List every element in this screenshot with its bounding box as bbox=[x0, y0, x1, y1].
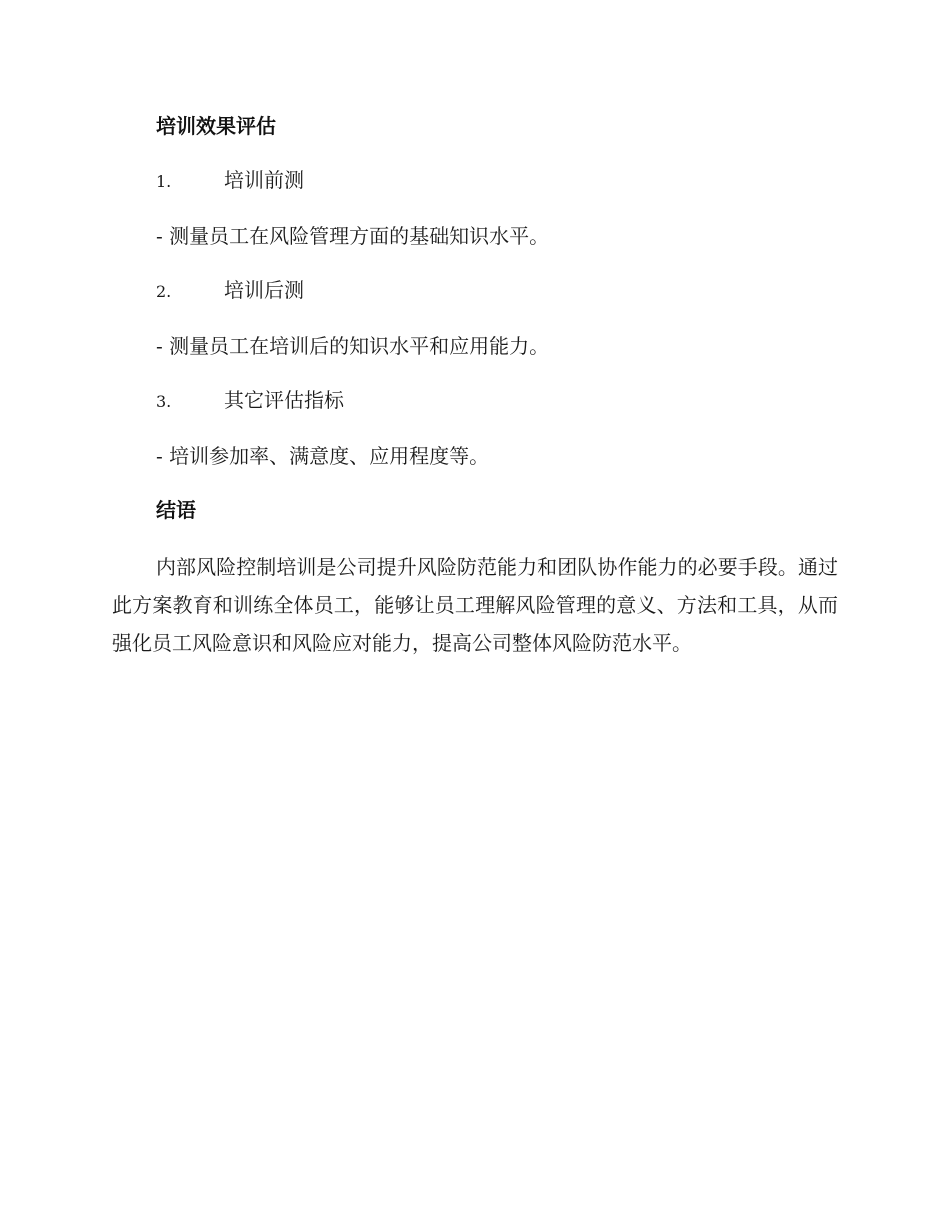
section-heading-conclusion: 结语 bbox=[156, 498, 196, 522]
list-item bbox=[156, 164, 838, 198]
section-heading-evaluation: 培训效果评估 bbox=[156, 114, 276, 138]
list-item-title: 培训前测 bbox=[224, 168, 304, 192]
list-item-title: 培训后测 bbox=[224, 278, 304, 302]
list-item-detail: - 测量员工在风险管理方面的基础知识水平。 bbox=[156, 224, 550, 248]
list-item-number: 2. bbox=[156, 282, 172, 301]
list-item-detail: - 测量员工在培训后的知识水平和应用能力。 bbox=[156, 334, 550, 358]
document-content bbox=[112, 110, 838, 662]
conclusion-paragraph: 内部风险控制培训是公司提升风险防范能力和团队协作能力的必要手段。通过此方案教育和训练全体员工，能够让员工理解风险管理的意义、方法和工具，从而强化员工风险意识和风险应对能力，提高公司整体风险防范水平。 bbox=[112, 555, 838, 655]
list-item-title: 其它评估指标 bbox=[224, 388, 344, 412]
list-item bbox=[156, 274, 838, 308]
list-item-detail: - 培训参加率、满意度、应用程度等。 bbox=[156, 444, 490, 468]
list-item bbox=[156, 384, 838, 418]
list-item-number: 3. bbox=[156, 392, 172, 411]
list-item-number: 1. bbox=[156, 172, 172, 191]
